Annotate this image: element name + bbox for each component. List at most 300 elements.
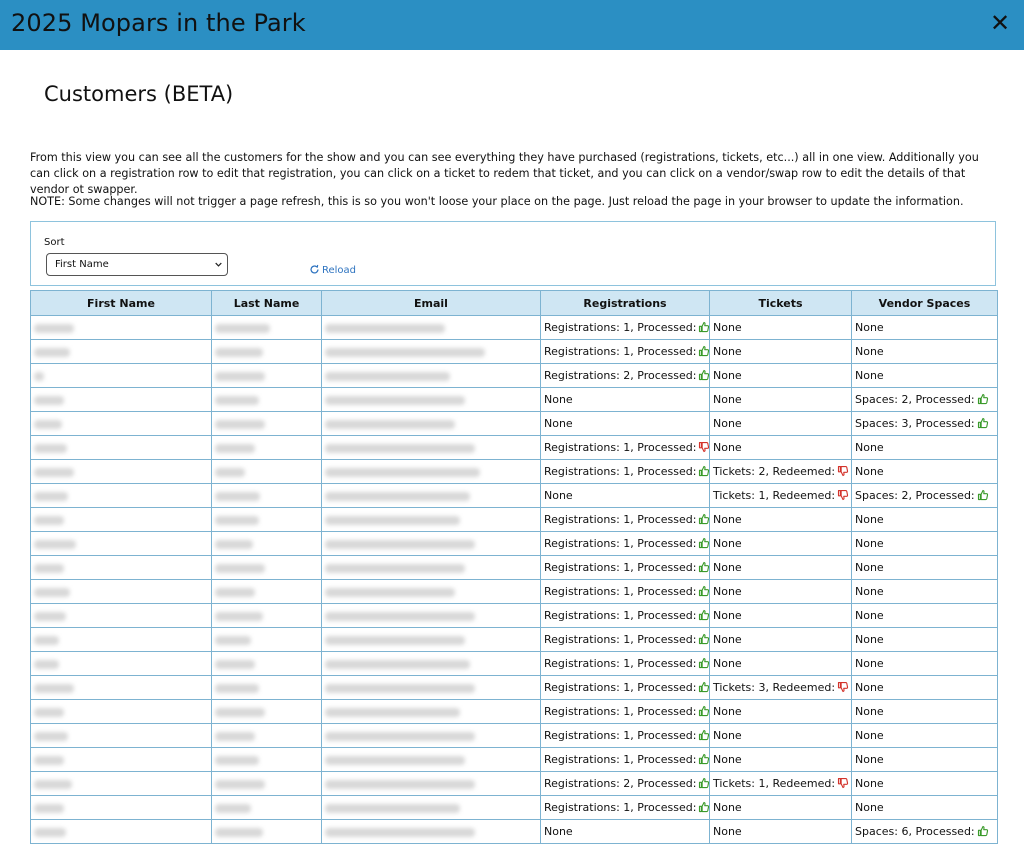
- thumbs-down-icon: [837, 681, 849, 693]
- vendor-spaces-text: None: [855, 801, 884, 814]
- sort-select-value: First Name: [55, 259, 109, 270]
- intro-text: From this view you can see all the customers for the show and you can see everything they have purchased (registrations, tickets, etc...) all in one view. Additionally you can click on a registration row to edit that registration, you can click on a ticket to redem that ticket, and you can click on a vendor/swap row to edit the details of that vendor ot swapper.: [30, 151, 979, 196]
- redacted-text: [34, 780, 72, 789]
- table-row[interactable]: [31, 460, 998, 484]
- vendor-spaces-cell[interactable]: [852, 748, 998, 772]
- redacted-text: [215, 708, 265, 717]
- vendor-spaces-text: None: [855, 585, 884, 598]
- tickets-text: Tickets: 1, Redeemed:: [713, 777, 836, 790]
- redacted-text: [325, 444, 475, 453]
- tickets-cell[interactable]: [710, 628, 852, 652]
- table-row[interactable]: [31, 604, 998, 628]
- thumbs-up-icon: [698, 705, 709, 717]
- vendor-spaces-text: None: [855, 681, 884, 694]
- vendor-spaces-cell[interactable]: [852, 532, 998, 556]
- tickets-cell[interactable]: [710, 556, 852, 580]
- email-cell: [322, 556, 541, 580]
- redacted-text: [215, 396, 259, 405]
- registrations-text: Registrations: 1, Processed:: [544, 321, 697, 334]
- table-row[interactable]: [31, 508, 998, 532]
- redacted-text: [215, 468, 245, 477]
- last-name-cell: [212, 772, 322, 796]
- registrations-cell[interactable]: [541, 772, 710, 796]
- redacted-text: [325, 468, 480, 477]
- tickets-cell[interactable]: [710, 748, 852, 772]
- redacted-text: [325, 684, 475, 693]
- email-cell: [322, 580, 541, 604]
- registrations-text: Registrations: 1, Processed:: [544, 609, 697, 622]
- first-name-cell: [31, 820, 212, 844]
- table-row[interactable]: [31, 652, 998, 676]
- table-row[interactable]: [31, 316, 998, 340]
- first-name-cell: [31, 484, 212, 508]
- column-header[interactable]: Email: [322, 291, 541, 316]
- registrations-cell[interactable]: [541, 604, 710, 628]
- tickets-text: None: [713, 537, 742, 550]
- thumbs-up-icon: [698, 729, 709, 741]
- redacted-text: [325, 588, 455, 597]
- tickets-cell[interactable]: [710, 652, 852, 676]
- redacted-text: [215, 636, 251, 645]
- thumbs-up-icon: [977, 417, 989, 429]
- redacted-text: [34, 612, 66, 621]
- last-name-cell: [212, 796, 322, 820]
- last-name-cell: [212, 748, 322, 772]
- tickets-text: None: [713, 513, 742, 526]
- table-row[interactable]: [31, 436, 998, 460]
- table-row[interactable]: [31, 364, 998, 388]
- registrations-text: Registrations: 1, Processed:: [544, 801, 697, 814]
- email-cell: [322, 772, 541, 796]
- vendor-spaces-text: None: [855, 537, 884, 550]
- last-name-cell: [212, 364, 322, 388]
- vendor-spaces-cell[interactable]: [852, 460, 998, 484]
- first-name-cell: [31, 700, 212, 724]
- table-row[interactable]: [31, 676, 998, 700]
- tickets-cell[interactable]: [710, 388, 852, 412]
- tickets-cell[interactable]: [710, 340, 852, 364]
- vendor-spaces-cell[interactable]: [852, 484, 998, 508]
- thumbs-up-icon: [698, 465, 709, 477]
- column-header[interactable]: First Name: [31, 291, 212, 316]
- registrations-cell[interactable]: [541, 748, 710, 772]
- first-name-cell: [31, 724, 212, 748]
- email-cell: [322, 388, 541, 412]
- thumbs-down-icon: [837, 777, 849, 789]
- vendor-spaces-cell[interactable]: [852, 412, 998, 436]
- redacted-text: [215, 372, 265, 381]
- table-row[interactable]: [31, 700, 998, 724]
- tickets-cell[interactable]: [710, 436, 852, 460]
- vendor-spaces-cell[interactable]: [852, 364, 998, 388]
- redacted-text: [34, 324, 74, 333]
- redacted-text: [215, 756, 259, 765]
- redacted-text: [34, 348, 70, 357]
- first-name-cell: [31, 340, 212, 364]
- tickets-cell[interactable]: [710, 772, 852, 796]
- redacted-text: [325, 540, 475, 549]
- vendor-spaces-text: Spaces: 3, Processed:: [855, 417, 975, 430]
- tickets-text: None: [713, 633, 742, 646]
- page-title: Customers (BETA): [44, 82, 234, 106]
- reload-button[interactable]: [309, 264, 356, 276]
- redacted-text: [325, 636, 465, 645]
- tickets-text: None: [713, 321, 742, 334]
- registrations-cell[interactable]: [541, 676, 710, 700]
- tickets-text: None: [713, 729, 742, 742]
- last-name-cell: [212, 316, 322, 340]
- thumbs-up-icon: [698, 657, 709, 669]
- column-header[interactable]: Last Name: [212, 291, 322, 316]
- email-cell: [322, 364, 541, 388]
- tickets-cell[interactable]: [710, 364, 852, 388]
- registrations-cell[interactable]: [541, 364, 710, 388]
- table-row[interactable]: [31, 772, 998, 796]
- email-cell: [322, 796, 541, 820]
- thumbs-up-icon: [698, 609, 709, 621]
- registrations-text: Registrations: 1, Processed:: [544, 585, 697, 598]
- reload-label: Reload: [322, 265, 357, 276]
- vendor-spaces-cell[interactable]: [852, 700, 998, 724]
- table-row[interactable]: [31, 628, 998, 652]
- tickets-cell[interactable]: [710, 412, 852, 436]
- registrations-text: Registrations: 1, Processed:: [544, 681, 697, 694]
- redacted-text: [34, 468, 74, 477]
- first-name-cell: [31, 652, 212, 676]
- email-cell: [322, 820, 541, 844]
- registrations-text: Registrations: 2, Processed:: [544, 369, 697, 382]
- registrations-cell[interactable]: [541, 508, 710, 532]
- vendor-spaces-text: None: [855, 441, 884, 454]
- tickets-text: None: [713, 393, 742, 406]
- redacted-text: [215, 492, 260, 501]
- tickets-cell[interactable]: [710, 724, 852, 748]
- thumbs-down-icon: [837, 489, 849, 501]
- registrations-text: Registrations: 1, Processed:: [544, 345, 697, 358]
- vendor-spaces-cell[interactable]: [852, 556, 998, 580]
- redacted-text: [325, 324, 445, 333]
- redacted-text: [34, 588, 70, 597]
- last-name-cell: [212, 700, 322, 724]
- first-name-cell: [31, 748, 212, 772]
- thumbs-up-icon: [698, 345, 709, 357]
- table-row[interactable]: [31, 796, 998, 820]
- sort-label: Sort: [44, 237, 65, 248]
- thumbs-up-icon: [698, 537, 709, 549]
- tickets-text: None: [713, 345, 742, 358]
- first-name-cell: [31, 532, 212, 556]
- tickets-text: None: [713, 753, 742, 766]
- redacted-text: [215, 444, 255, 453]
- email-cell: [322, 508, 541, 532]
- table-row[interactable]: [31, 748, 998, 772]
- first-name-cell: [31, 436, 212, 460]
- close-icon[interactable]: ✕: [989, 9, 1011, 37]
- registrations-cell[interactable]: [541, 700, 710, 724]
- first-name-cell: [31, 796, 212, 820]
- vendor-spaces-cell[interactable]: [852, 820, 998, 844]
- redacted-text: [325, 564, 465, 573]
- registrations-cell[interactable]: [541, 652, 710, 676]
- tickets-cell[interactable]: [710, 460, 852, 484]
- thumbs-up-icon: [698, 561, 709, 573]
- tickets-text: None: [713, 609, 742, 622]
- last-name-cell: [212, 820, 322, 844]
- redacted-text: [34, 828, 66, 837]
- redacted-text: [215, 684, 259, 693]
- tickets-text: Tickets: 2, Redeemed:: [713, 465, 836, 478]
- last-name-cell: [212, 508, 322, 532]
- table-row[interactable]: [31, 580, 998, 604]
- registrations-text: Registrations: 1, Processed:: [544, 657, 697, 670]
- first-name-cell: [31, 628, 212, 652]
- registrations-cell[interactable]: [541, 436, 710, 460]
- redacted-text: [325, 780, 475, 789]
- email-cell: [322, 316, 541, 340]
- first-name-cell: [31, 316, 212, 340]
- redacted-text: [215, 540, 253, 549]
- redacted-text: [34, 420, 62, 429]
- vendor-spaces-cell[interactable]: [852, 388, 998, 412]
- vendor-spaces-text: Spaces: 2, Processed:: [855, 393, 975, 406]
- first-name-cell: [31, 364, 212, 388]
- redacted-text: [215, 828, 263, 837]
- vendor-spaces-text: None: [855, 345, 884, 358]
- registrations-cell[interactable]: [541, 820, 710, 844]
- vendor-spaces-text: None: [855, 705, 884, 718]
- redacted-text: [34, 804, 64, 813]
- last-name-cell: [212, 556, 322, 580]
- first-name-cell: [31, 388, 212, 412]
- redacted-text: [215, 588, 255, 597]
- redacted-text: [325, 732, 475, 741]
- last-name-cell: [212, 412, 322, 436]
- table-row[interactable]: [31, 724, 998, 748]
- first-name-cell: [31, 508, 212, 532]
- vendor-spaces-text: None: [855, 465, 884, 478]
- tickets-text: None: [713, 657, 742, 670]
- table-row[interactable]: [31, 412, 998, 436]
- first-name-cell: [31, 604, 212, 628]
- last-name-cell: [212, 628, 322, 652]
- tickets-text: None: [713, 417, 742, 430]
- registrations-cell[interactable]: [541, 460, 710, 484]
- last-name-cell: [212, 604, 322, 628]
- thumbs-up-icon: [698, 321, 709, 333]
- redacted-text: [34, 636, 59, 645]
- registrations-text: Registrations: 2, Processed:: [544, 777, 697, 790]
- email-cell: [322, 604, 541, 628]
- vendor-spaces-cell[interactable]: [852, 436, 998, 460]
- table-row[interactable]: [31, 388, 998, 412]
- email-cell: [322, 412, 541, 436]
- email-cell: [322, 628, 541, 652]
- tickets-cell[interactable]: [710, 484, 852, 508]
- first-name-cell: [31, 460, 212, 484]
- thumbs-up-icon: [698, 801, 709, 813]
- last-name-cell: [212, 532, 322, 556]
- first-name-cell: [31, 556, 212, 580]
- registrations-cell[interactable]: [541, 628, 710, 652]
- vendor-spaces-cell[interactable]: [852, 508, 998, 532]
- thumbs-up-icon: [698, 777, 709, 789]
- tickets-cell[interactable]: [710, 796, 852, 820]
- redacted-text: [325, 660, 470, 669]
- vendor-spaces-text: Spaces: 6, Processed:: [855, 825, 975, 838]
- redacted-text: [34, 732, 68, 741]
- redacted-text: [215, 516, 259, 525]
- tickets-text: None: [713, 825, 742, 838]
- vendor-spaces-cell[interactable]: [852, 340, 998, 364]
- registrations-text: None: [544, 489, 573, 502]
- redacted-text: [215, 612, 263, 621]
- redacted-text: [34, 708, 64, 717]
- chevron-down-icon: [215, 261, 222, 268]
- email-cell: [322, 460, 541, 484]
- column-header[interactable]: Tickets: [710, 291, 852, 316]
- registrations-text: Registrations: 1, Processed:: [544, 513, 697, 526]
- table-row[interactable]: [31, 556, 998, 580]
- registrations-cell[interactable]: [541, 724, 710, 748]
- registrations-text: Registrations: 1, Processed:: [544, 753, 697, 766]
- email-cell: [322, 436, 541, 460]
- email-cell: [322, 340, 541, 364]
- registrations-text: Registrations: 1, Processed:: [544, 537, 697, 550]
- email-cell: [322, 652, 541, 676]
- registrations-cell[interactable]: [541, 556, 710, 580]
- refresh-icon: [309, 264, 320, 275]
- modal-title: 2025 Mopars in the Park: [11, 9, 306, 37]
- redacted-text: [34, 372, 44, 381]
- tickets-cell[interactable]: [710, 700, 852, 724]
- tickets-cell[interactable]: [710, 580, 852, 604]
- vendor-spaces-text: None: [855, 561, 884, 574]
- email-cell: [322, 700, 541, 724]
- vendor-spaces-text: None: [855, 609, 884, 622]
- vendor-spaces-text: None: [855, 777, 884, 790]
- registrations-cell[interactable]: [541, 532, 710, 556]
- tickets-cell[interactable]: [710, 508, 852, 532]
- thumbs-up-icon: [698, 633, 709, 645]
- redacted-text: [215, 804, 251, 813]
- vendor-spaces-text: None: [855, 513, 884, 526]
- redacted-text: [34, 684, 74, 693]
- redacted-text: [215, 732, 255, 741]
- tickets-text: Tickets: 1, Redeemed:: [713, 489, 836, 502]
- last-name-cell: [212, 460, 322, 484]
- sort-select[interactable]: [46, 253, 228, 276]
- vendor-spaces-text: None: [855, 753, 884, 766]
- redacted-text: [34, 756, 64, 765]
- vendor-spaces-cell[interactable]: [852, 676, 998, 700]
- vendor-spaces-text: None: [855, 369, 884, 382]
- tickets-text: None: [713, 561, 742, 574]
- redacted-text: [325, 756, 465, 765]
- registrations-text: Registrations: 1, Processed:: [544, 633, 697, 646]
- tickets-cell[interactable]: [710, 820, 852, 844]
- redacted-text: [325, 396, 465, 405]
- tickets-text: None: [713, 585, 742, 598]
- table-row[interactable]: [31, 532, 998, 556]
- thumbs-down-icon: [837, 465, 849, 477]
- registrations-cell[interactable]: [541, 796, 710, 820]
- redacted-text: [34, 396, 64, 405]
- redacted-text: [215, 780, 265, 789]
- column-header[interactable]: Registrations: [541, 291, 710, 316]
- last-name-cell: [212, 580, 322, 604]
- registrations-cell[interactable]: [541, 580, 710, 604]
- thumbs-up-icon: [977, 489, 989, 501]
- registrations-text: Registrations: 1, Processed:: [544, 705, 697, 718]
- registrations-text: None: [544, 417, 573, 430]
- redacted-text: [325, 828, 475, 837]
- tickets-cell[interactable]: [710, 676, 852, 700]
- vendor-spaces-cell[interactable]: [852, 796, 998, 820]
- table-row[interactable]: [31, 340, 998, 364]
- vendor-spaces-cell[interactable]: [852, 724, 998, 748]
- redacted-text: [325, 492, 470, 501]
- registrations-text: None: [544, 825, 573, 838]
- registrations-cell[interactable]: [541, 340, 710, 364]
- registrations-cell[interactable]: [541, 412, 710, 436]
- redacted-text: [325, 612, 475, 621]
- thumbs-down-icon: [698, 441, 709, 453]
- registrations-text: Registrations: 1, Processed:: [544, 441, 697, 454]
- redacted-text: [325, 372, 450, 381]
- thumbs-up-icon: [698, 753, 709, 765]
- redacted-text: [325, 348, 485, 357]
- email-cell: [322, 484, 541, 508]
- tickets-cell[interactable]: [710, 316, 852, 340]
- table-row[interactable]: [31, 820, 998, 844]
- vendor-spaces-cell[interactable]: [852, 772, 998, 796]
- vendor-spaces-cell[interactable]: [852, 316, 998, 340]
- first-name-cell: [31, 676, 212, 700]
- registrations-text: Registrations: 1, Processed:: [544, 465, 697, 478]
- vendor-spaces-cell[interactable]: [852, 604, 998, 628]
- registrations-cell[interactable]: [541, 484, 710, 508]
- redacted-text: [34, 444, 67, 453]
- redacted-text: [34, 516, 64, 525]
- column-header[interactable]: Vendor Spaces: [852, 291, 998, 316]
- tickets-text: None: [713, 369, 742, 382]
- registrations-cell[interactable]: [541, 316, 710, 340]
- last-name-cell: [212, 388, 322, 412]
- note-text: NOTE: Some changes will not trigger a page refresh, this is so you won't loose your place on the page. Just reload the page in your browser to update the information.: [30, 195, 964, 208]
- email-cell: [322, 532, 541, 556]
- registrations-cell[interactable]: [541, 388, 710, 412]
- registrations-text: Registrations: 1, Processed:: [544, 729, 697, 742]
- last-name-cell: [212, 340, 322, 364]
- vendor-spaces-text: None: [855, 729, 884, 742]
- table-row[interactable]: [31, 484, 998, 508]
- tickets-cell[interactable]: [710, 604, 852, 628]
- customers-table: [30, 290, 998, 844]
- vendor-spaces-cell[interactable]: [852, 580, 998, 604]
- redacted-text: [34, 492, 68, 501]
- last-name-cell: [212, 652, 322, 676]
- vendor-spaces-text: None: [855, 633, 884, 646]
- vendor-spaces-cell[interactable]: [852, 652, 998, 676]
- redacted-text: [215, 564, 265, 573]
- tickets-text: None: [713, 441, 742, 454]
- redacted-text: [215, 660, 255, 669]
- first-name-cell: [31, 412, 212, 436]
- thumbs-up-icon: [698, 513, 709, 525]
- tickets-cell[interactable]: [710, 532, 852, 556]
- email-cell: [322, 748, 541, 772]
- vendor-spaces-cell[interactable]: [852, 628, 998, 652]
